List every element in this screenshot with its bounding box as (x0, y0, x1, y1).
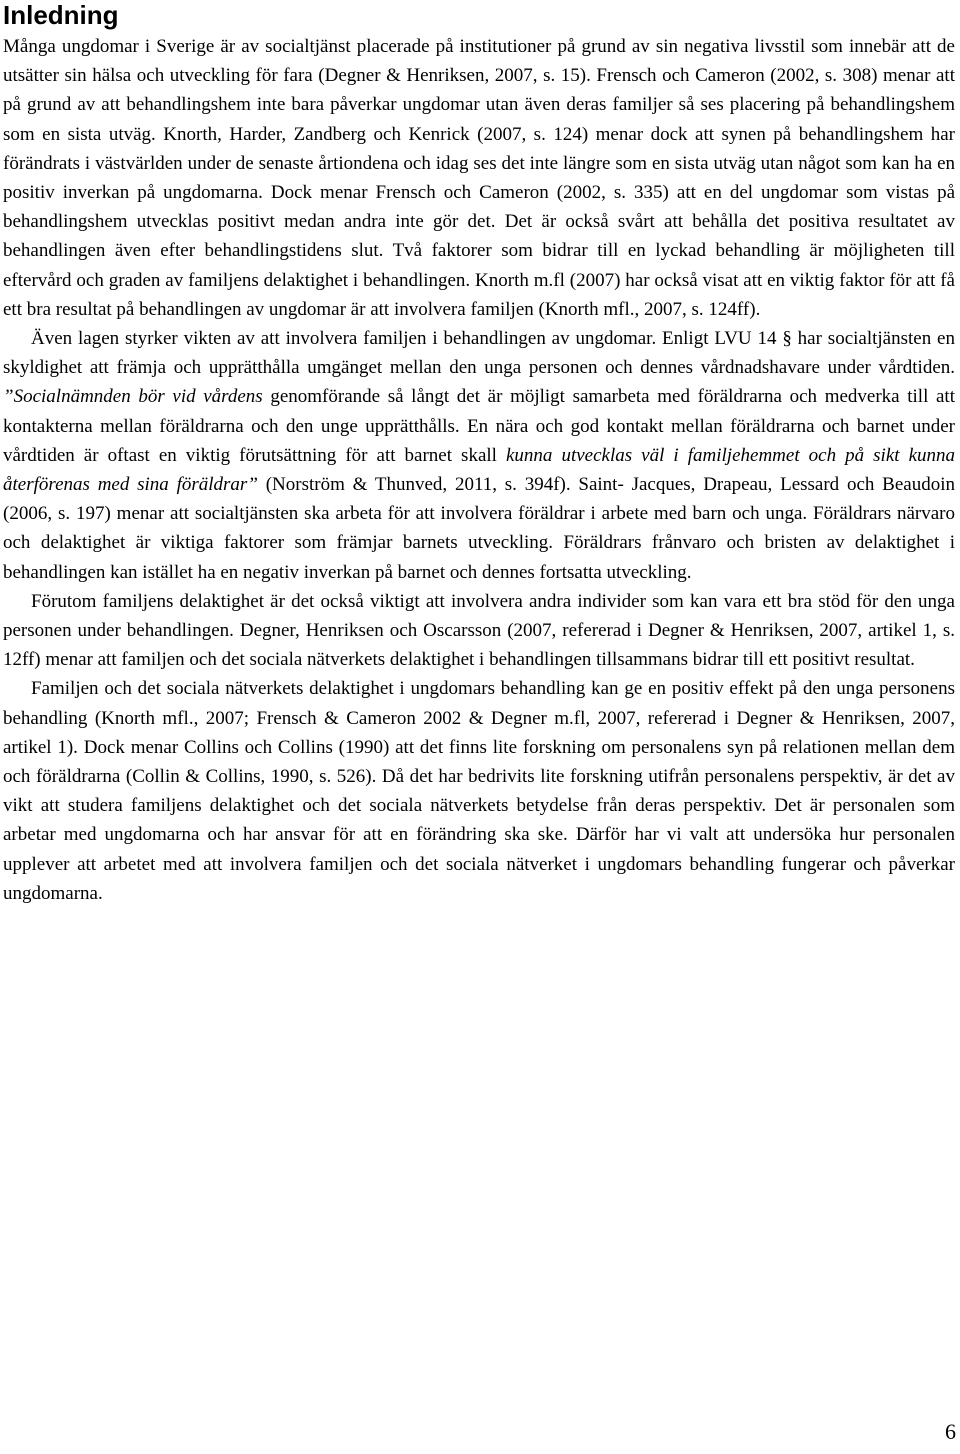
paragraph-2-rest: (Norström & Thunved, 2011, s. 394f). Saint- Jacques, Drapeau, Lessard och Beaudoin (2006, s. 197) menar att socialtjänsten ska arbeta för att involvera föräldrar i arbete med barn och unga. Föräldrars närvaro och delaktighet är viktiga faktorer som främjar barnets utveckling. Föräldrars frånvaro och bristen av delaktighet i behandlingen kan istället ha en negativ inverkan på barnet och dennes fortsatta utveckling. (3, 474, 956, 583)
section-heading: Inledning (3, 0, 119, 30)
quote-body: genomförande så långt det är möjligt samarbeta med föräldrarna och medverka till att kontakterna mellan föräldrarna och den unge upprätthålls. En nära och god kontakt mellan föräldrarna och barnet under vårdtiden är oftast en viktig förutsättning för att barnet skall (3, 386, 955, 466)
paragraph-2 (3, 324, 955, 587)
paragraph-1: Många ungdomar i Sverige är av socialtjänst placerade på institutioner på grund av sin negativa livsstil som innebär att de utsätter sin hälsa och utveckling för fara (Degner & Henriksen, 2007, s. 15). Frensch och Cameron (2002, s. 308) menar att på grund av att behandlingshem inte bara påverkar ungdomar utan även deras familjer så ses placering på behandlingshem som en sista utväg. Knorth, Harder, Zandberg och Kenrick (2007, s. 124) menar dock att synen på behandlingshem har förändrats i västvärlden under de senaste årtiondena och idag ses det inte längre som en sista utväg utan något som kan ha en positiv inverkan på ungdomarna. Dock menar Frensch och Cameron (2002, s. 335) att en del ungdomar som vistas på behandlingshem utvecklas positivt medan andra inte gör det. Det är också svårt att behålla det positiva resultatet av behandlingen även efter behandlingstidens slut. Två faktorer som bidrar till en lyckad behandling är möjligheten till eftervård och graden av familjens delaktighet i behandlingen. Knorth m.fl (2007) har också visat att en viktig faktor för att få ett bra resultat på behandlingen av ungdomar är att involvera familjen (Knorth mfl., 2007, s. 124ff). (3, 36, 955, 320)
paragraph-4: Familjen och det sociala nätverkets delaktighet i ungdomars behandling kan ge en positiv effekt på den unga personens behandling (Knorth mfl., 2007; Frensch & Cameron 2002 & Degner m.fl, 2007, refererad i Degner & Henriksen, 2007, artikel 1). Dock menar Collins och Collins (1990) att det finns lite forskning om personalens syn på relationen mellan dem och föräldrarna (Collin & Collins, 1990, s. 526). Då det har bedrivits lite forskning utifrån personalens perspektiv, är det av vikt att studera familjens delaktighet och det sociala nätverkets betydelse från deras perspektiv. Det är personalen som arbetar med ungdomarna och har ansvar för att en förändring ska ske. Därför har vi valt att undersöka hur personalen upplever att arbetet med att involvera familjen och det sociala nätverket i ungdomars behandling fungerar och påverkar ungdomarna. (3, 678, 955, 904)
quote-italic-start: Socialnämnden bör vid vårdens (13, 386, 263, 408)
paragraph-2-intro: Även lagen styrker vikten av att involvera familjen i behandlingen av ungdomar. Enligt LVU 14 § har socialtjänsten en skyldighet att främja och upprätthålla umgänget mellan den unga personen och dennes vårdnadshavare under vårdtiden. (3, 328, 955, 379)
body-text (3, 32, 955, 908)
quote-italic-end: kunna utvecklas väl i familjehemmet och på sikt kunna återförenas med sina föräldrar (3, 444, 956, 496)
quote-close-mark: ” (247, 474, 258, 496)
quote-open-mark: ” (3, 386, 14, 408)
page-number: 6 (945, 1419, 956, 1444)
paragraph-3: Förutom familjens delaktighet är det också viktigt att involvera andra individer som kan vara ett bra stöd för den unga personen under behandlingen. Degner, Henriksen och Oscarsson (2007, refererad i Degner & Henriksen, 2007, artikel 1, s. 12ff) menar att familjen och det sociala nätverkets delaktighet i behandlingen tillsammans bidrar till ett positivt resultat. (3, 590, 955, 671)
